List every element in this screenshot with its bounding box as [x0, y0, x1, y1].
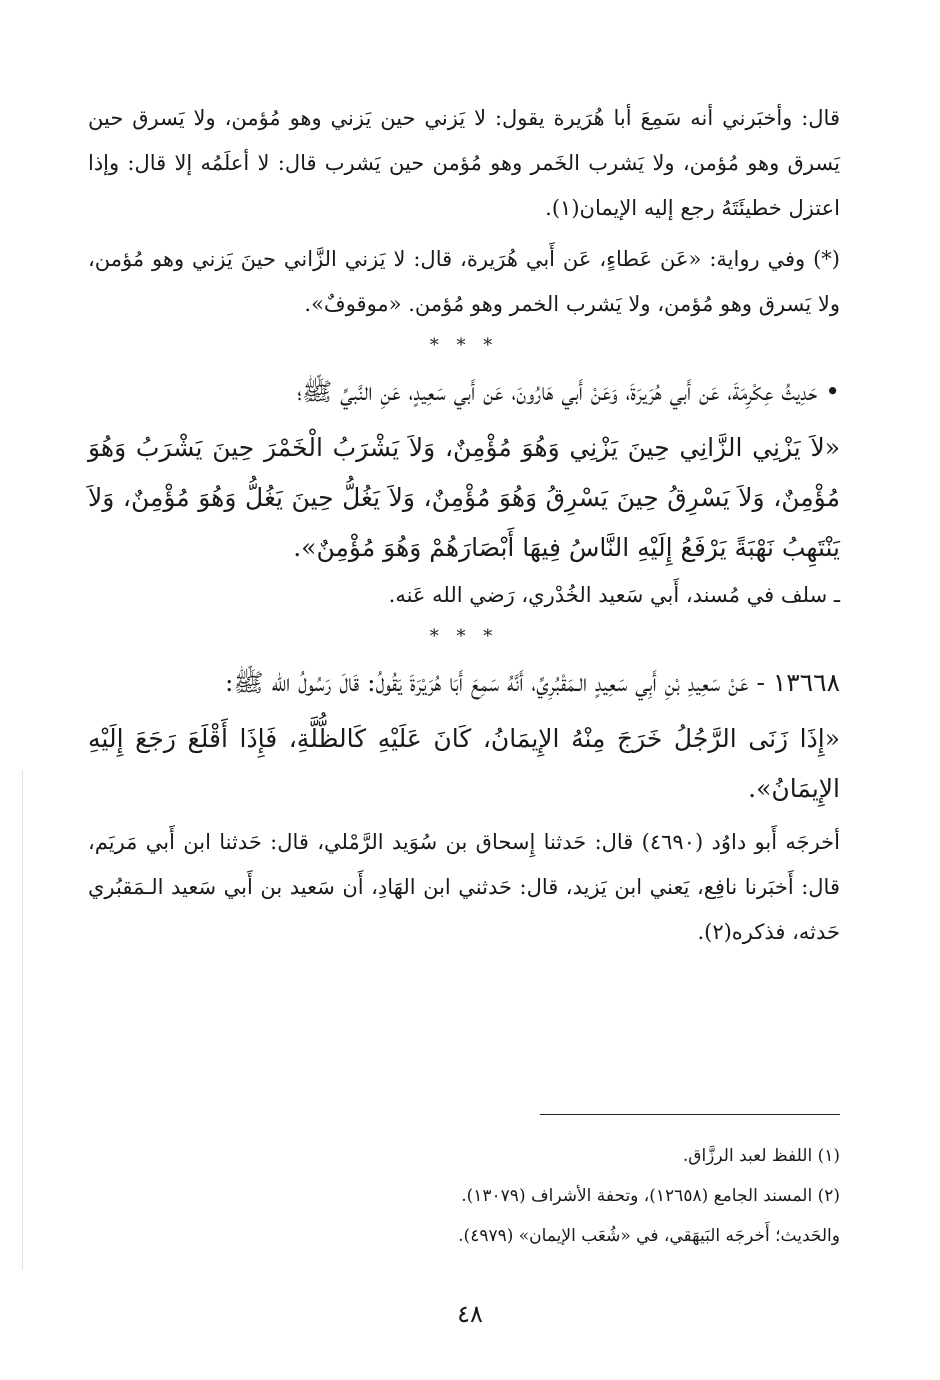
hadith-heading: • حَدِيثُ عِكْرِمَةَ، عَن أَبي هُرَيرَةَ، وَعَنْ أَبي هَارُونَ، عَن أَبي سَعِيدٍ، عَنِ النَّبيِّ ﷺ؛ — [297, 377, 840, 406]
main-text — [88, 96, 840, 955]
footnotes — [88, 1136, 840, 1256]
footnote-2: (٢) المسند الجامع (١٢٦٥٨)، وتحفة الأشراف (١٣٠٧٩). — [461, 1186, 840, 1206]
page-number: ٤٨ — [457, 1300, 483, 1328]
hadith-13668-text: «إِذَا زَنَى الرَّجُلُ خَرَجَ مِنْهُ الإِيمَانُ، كَانَ عَلَيْهِ كَالظُّلَّةِ، فَإِذَا أَقْلَعَ رَجَعَ إِلَيْهِ الإِيمَانُ». — [88, 724, 840, 803]
takhrij-paragraph: أخرجَه أَبو داوُد (٤٦٩٠) قال: حَدثنا إِسحاق بن سُوَيد الرَّمْلي، قال: حَدثنا ابن أَبي مَريَم، قال: أَخبَرنا نافِع، يَعني ابن يَزيد، قال: حَدثني ابن الهَادِ، أَن سَعيد بن أَبي سَعيد الـمَقبُري حَدثه، فذكره(٢). — [88, 830, 840, 944]
footnote-2-continuation: والحَديث؛ أَخرجَه البَيهَقي، في «شُعَب الإيمان» (٤٩٧٩). — [458, 1226, 840, 1246]
section-separator: * * * — [429, 335, 499, 356]
cross-reference: ـ سلف في مُسند، أَبي سَعيد الخُدْري، رَضي الله عَنه. — [388, 583, 840, 607]
scan-margin-line — [22, 770, 23, 1270]
hadith-13668-isnad: ١٣٦٦٨ - عَنْ سَعِيدِ بْنِ أَبِي سَعِيدٍ الـمَقْبُرِيِّ، أَنَّهُ سَمِعَ أَبَا هُرَيْرَةَ يَقُولُ: قَالَ رَسُولُ الله ﷺ: — [224, 668, 840, 697]
paragraph-1: قال: وأخبَرني أنه سَمِعَ أبا هُرَيرة يقول: لا يَزني حين يَزني وهو مُؤمن، ولا يَسرق حين يَسرق وهو مُؤمن، ولا يَشرب الخَمر وهو مُؤمن حين يَشرب قال: لا أعلَمُه إلا قال: وإذا اعتزل خطيئَتَهُ رجع إليه الإيمان(١). — [88, 106, 840, 220]
section-separator-2: * * * — [429, 626, 499, 647]
hadith-text: «لاَ يَزْنِي الزَّانِي حِينَ يَزْنِي وَهُوَ مُؤْمِنٌ، وَلاَ يَشْرَبُ الْخَمْرَ حِينَ يَشْرَبُ وَهُوَ مُؤْمِنٌ، وَلاَ يَسْرِقُ حِينَ يَسْرِقُ وَهُوَ مُؤْمِنٌ، وَلاَ يَغُلُّ حِينَ يَغُلُّ وَهُوَ مُؤْمِنٌ، وَلاَ يَنْتَهِبُ نَهْبَةً يَرْفَعُ إِلَيْهِ النَّاسُ فِيهَا أَبْصَارَهُمْ وَهُوَ مُؤْمِنٌ». — [88, 433, 840, 562]
footnote-1: (١) اللفظ لعبد الرزَّاق. — [682, 1146, 840, 1166]
footnote-divider — [540, 1114, 840, 1115]
paragraph-2-variant-narration: (*) وفي رواية: «عَن عَطاءٍ، عَن أَبي هُرَيرة، قال: لا يَزني الزَّاني حينَ يَزني وهو مُؤمن، ولا يَسرق وهو مُؤمن، ولا يَشرب الخمر وهو مُؤمن. «موقوفٌ». — [88, 247, 840, 316]
